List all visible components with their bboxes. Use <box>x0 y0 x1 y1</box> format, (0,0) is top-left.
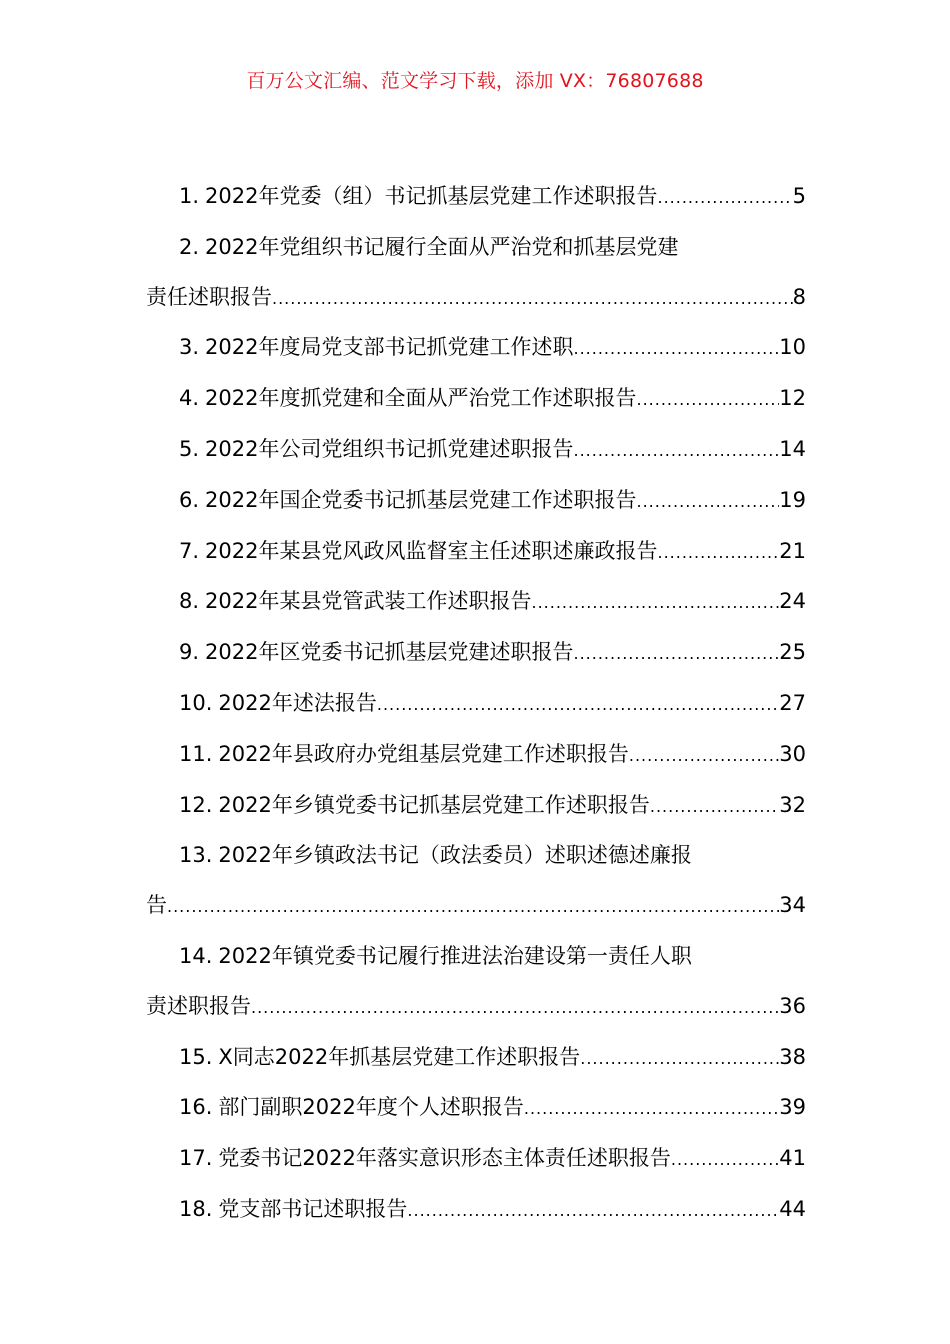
leader-dots <box>658 528 780 578</box>
toc-entry-4[interactable] <box>146 374 806 425</box>
entry-number: 2. <box>179 234 200 259</box>
leader-dots <box>574 629 780 679</box>
entry-number: 9. <box>179 640 200 665</box>
entry-number: 1. <box>179 184 200 208</box>
entry-number: 15. <box>179 1044 213 1069</box>
entry-number: 12. <box>179 792 213 817</box>
entry-number: 7. <box>179 538 200 563</box>
entry-page: 34 <box>779 893 806 918</box>
entry-page: 39 <box>779 1095 806 1120</box>
entry-page: 10 <box>779 335 806 360</box>
toc-entry-11[interactable] <box>146 730 806 781</box>
toc-entry-7[interactable] <box>146 527 806 578</box>
entry-title: 2022年度局党支部书记抓党建工作述职 <box>205 335 574 360</box>
entry-page: 38 <box>779 1044 806 1069</box>
entry-number: 17. <box>179 1146 213 1171</box>
toc-entry-5[interactable] <box>146 425 806 476</box>
leader-dots <box>407 1186 779 1236</box>
entry-page: 30 <box>779 741 806 766</box>
toc-entry-17[interactable] <box>146 1134 806 1185</box>
entry-title: 2022年乡镇党委书记抓基层党建工作述职报告 <box>218 792 650 817</box>
entry-number: 14. <box>179 943 213 968</box>
entry-title: 2022年县政府办党组基层党建工作述职报告 <box>218 741 629 766</box>
toc-entry-1[interactable] <box>146 172 806 223</box>
leader-dots <box>574 426 780 476</box>
leader-dots <box>251 983 779 1033</box>
leader-dots <box>637 477 780 527</box>
leader-dots <box>671 1135 779 1185</box>
toc-entry-3[interactable] <box>146 323 806 374</box>
entry-number: 11. <box>179 741 213 766</box>
entry-page: 32 <box>779 792 806 817</box>
leader-dots <box>574 324 780 374</box>
leader-dots <box>532 578 780 628</box>
entry-title: 2022年述法报告 <box>218 690 377 715</box>
leader-dots <box>650 782 779 832</box>
entry-number: 10. <box>179 690 213 715</box>
toc-entry-6[interactable] <box>146 476 806 527</box>
entry-page: 21 <box>779 538 806 563</box>
entry-page: 36 <box>779 993 806 1018</box>
entry-title: 2022年公司党组织书记抓党建述职报告 <box>205 436 574 461</box>
entry-number: 6. <box>179 487 200 512</box>
entry-page: 25 <box>779 640 806 665</box>
leader-dots <box>272 274 793 324</box>
entry-page: 41 <box>779 1146 806 1171</box>
toc-entry-13[interactable] <box>146 831 806 932</box>
entry-number: 5. <box>179 436 200 461</box>
entry-number: 8. <box>179 589 200 614</box>
entry-title: 党支部书记述职报告 <box>218 1196 408 1221</box>
leader-dots <box>524 1084 779 1134</box>
toc-entry-12[interactable] <box>146 781 806 832</box>
leader-dots <box>637 375 780 425</box>
entry-title: 党委书记2022年落实意识形态主体责任述职报告 <box>218 1146 671 1171</box>
leader-dots <box>580 1034 779 1084</box>
entry-title-line1: 2022年党组织书记履行全面从严治党和抓基层党建 <box>205 234 679 259</box>
table-of-contents <box>146 172 806 1236</box>
entry-page: 44 <box>779 1196 806 1221</box>
entry-page: 27 <box>779 690 806 715</box>
entry-title: 2022年党委（组）书记抓基层党建工作述职报告 <box>205 184 658 208</box>
entry-title-line1: 2022年镇党委书记履行推进法治建设第一责任人职 <box>218 943 692 968</box>
entry-title: 2022年度抓党建和全面从严治党工作述职报告 <box>205 386 637 411</box>
leader-dots <box>377 680 779 730</box>
entry-title-line1: 2022年乡镇政法书记（政法委员）述职述德述廉报 <box>218 843 692 868</box>
entry-title: 2022年国企党委书记抓基层党建工作述职报告 <box>205 487 637 512</box>
entry-page: 12 <box>779 386 806 411</box>
toc-entry-18[interactable] <box>146 1185 806 1236</box>
toc-entry-14[interactable] <box>146 932 806 1033</box>
entry-title: 2022年区党委书记抓基层党建述职报告 <box>205 640 574 665</box>
entry-number: 18. <box>179 1196 213 1221</box>
toc-entry-10[interactable] <box>146 679 806 730</box>
toc-entry-9[interactable] <box>146 628 806 679</box>
entry-title: 2022年某县党管武装工作述职报告 <box>205 589 532 614</box>
entry-page: 5 <box>792 184 806 208</box>
toc-entry-15[interactable] <box>146 1033 806 1084</box>
entry-page: 14 <box>779 436 806 461</box>
toc-entry-8[interactable] <box>146 577 806 628</box>
entry-title-line2: 告 <box>146 893 167 918</box>
entry-title: 2022年某县党风政风监督室主任述职述廉政报告 <box>205 538 658 563</box>
toc-entry-2[interactable] <box>146 223 806 324</box>
entry-number: 13. <box>179 843 213 868</box>
entry-page: 24 <box>779 589 806 614</box>
leader-dots <box>167 882 779 932</box>
leader-dots <box>629 731 779 781</box>
leader-dots <box>658 173 793 223</box>
entry-page: 19 <box>779 487 806 512</box>
entry-page: 8 <box>792 284 806 309</box>
entry-number: 4. <box>179 386 200 411</box>
entry-number: 16. <box>179 1095 213 1120</box>
entry-title-line2: 责任述职报告 <box>146 284 272 309</box>
toc-entry-16[interactable] <box>146 1083 806 1134</box>
entry-title: X同志2022年抓基层党建工作述职报告 <box>218 1044 581 1069</box>
entry-title: 部门副职2022年度个人述职报告 <box>218 1095 524 1120</box>
entry-number: 3. <box>179 335 200 360</box>
entry-title-line2: 责述职报告 <box>146 993 251 1018</box>
watermark-header: 百万公文汇编、范文学习下载，添加 VX：76807688 <box>246 70 704 92</box>
